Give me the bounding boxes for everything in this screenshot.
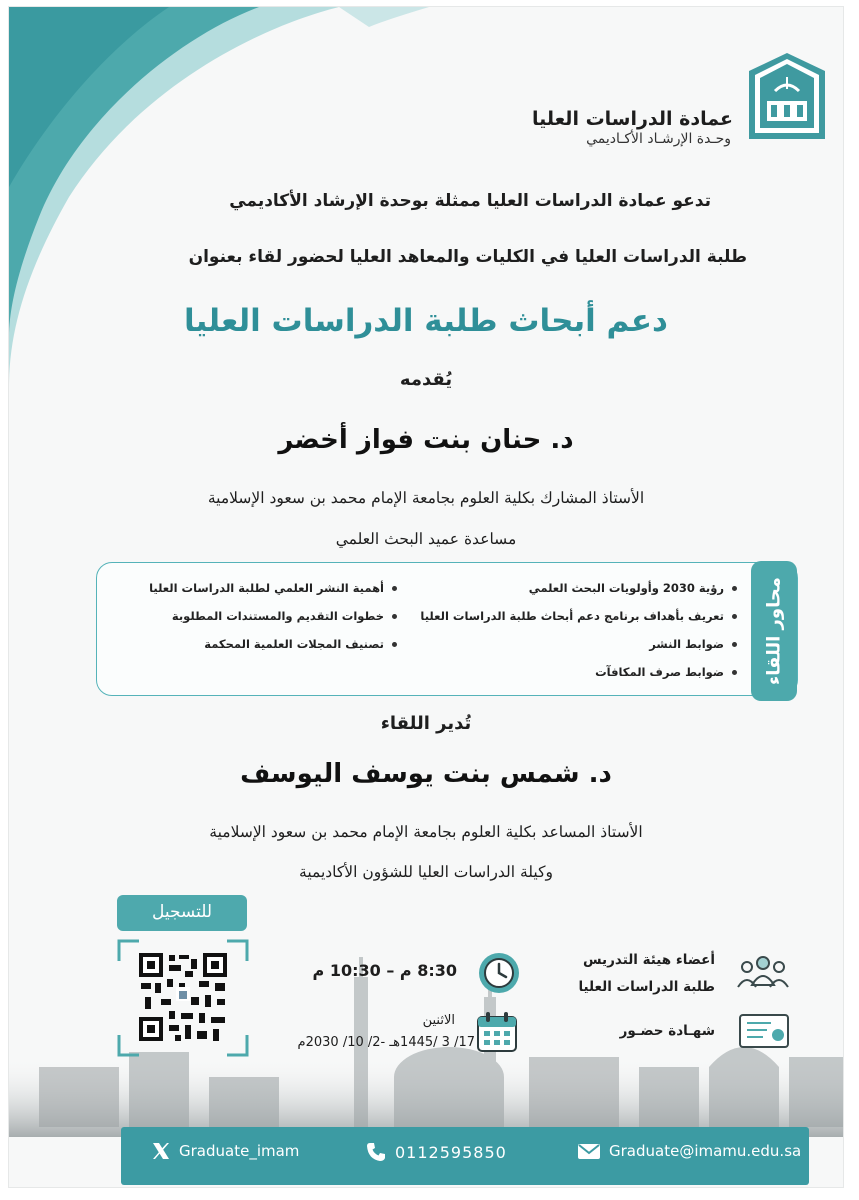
presenter-label: يُقدمه	[399, 369, 453, 390]
moderator-name: د. شمس بنت يوسف اليوسف	[240, 759, 612, 789]
axis-item: تصنيف المجلات العلمية المحكمة	[204, 637, 397, 651]
certificate-label: شهـادة حضـور	[619, 1023, 715, 1039]
x-contact[interactable]	[151, 1141, 299, 1161]
registration-qr-code[interactable]	[117, 939, 249, 1057]
x-logo-icon	[151, 1141, 171, 1161]
intro-line-2: طلبة الدراسات العليا في الكليات والمعاهد العليا لحضور لقاء بعنوان	[188, 247, 747, 267]
phone-icon	[365, 1141, 387, 1163]
event-time: 8:30 م – 10:30 م	[312, 961, 457, 980]
audience-line-2: طلبة الدراسات العليا	[578, 979, 715, 995]
moderator-role-2: وكيلة الدراسات العليا للشؤون الأكاديمية	[299, 863, 553, 881]
axis-item: ضوابط النشر	[649, 637, 737, 651]
poster-card	[8, 6, 844, 1188]
university-emblem-icon	[745, 51, 829, 143]
phone-contact[interactable]	[365, 1141, 507, 1163]
audience-line-1: أعضاء هيئة التدريس	[582, 952, 715, 968]
certificate-icon	[737, 1011, 791, 1051]
axis-item: أهمية النشر العلمي لطلبة الدراسات العليا	[149, 581, 397, 595]
event-date: 17/ 3 /1445هـ -2/ 10/ 2030م	[297, 1035, 475, 1050]
intro-line-1: تدعو عمادة الدراسات العليا ممثلة بوحدة الإرشاد الأكاديمي	[229, 191, 711, 211]
calendar-icon	[475, 1011, 519, 1053]
dean-logo-title: عمادة الدراسات العليا	[531, 108, 733, 130]
axis-item: تعريف بأهداف برنامج دعم أبحاث طلبة الدراسات العليا	[420, 609, 737, 623]
axis-item: رؤية 2030 وأولويات البحث العلمي	[529, 581, 737, 595]
axis-item: خطوات التقديم والمستندات المطلوبة	[172, 609, 397, 623]
clock-icon	[477, 951, 521, 995]
event-day: الاثنين	[422, 1013, 455, 1028]
presenter-role-2: مساعدة عميد البحث العلمي	[335, 530, 517, 548]
x-handle: Graduate_imam	[179, 1142, 300, 1160]
moderator-role-1: الأستاذ المساعد بكلية العلوم بجامعة الإمام محمد بن سعود الإسلامية	[209, 823, 643, 841]
presenter-role-1: الأستاذ المشارك بكلية العلوم بجامعة الإمام محمد بن سعود الإسلامية	[207, 489, 645, 507]
meeting-axes-tab	[751, 561, 797, 701]
presenter-name: د. حنان بنت فواز أخضر	[278, 425, 574, 455]
audience-icon	[735, 953, 791, 991]
dean-logo	[509, 51, 829, 151]
meeting-axes-label: محاور اللقاء	[763, 577, 785, 685]
registration-tab[interactable]	[117, 895, 247, 931]
meeting-axes-box	[96, 562, 798, 696]
phone-number: 0112595850	[395, 1142, 507, 1162]
contact-footer	[121, 1127, 809, 1185]
email-address: Graduate@imamu.edu.sa	[609, 1142, 802, 1160]
registration-label: للتسجيل	[151, 902, 213, 922]
event-title: دعم أبحاث طلبة الدراسات العليا	[184, 303, 668, 339]
moderator-label: تُدير اللقاء	[380, 713, 472, 734]
axis-item: ضوابط صرف المكافآت	[595, 665, 737, 679]
dean-logo-subtitle: وحـدة الإرشـاد الأكـاديمي	[586, 131, 731, 147]
email-contact[interactable]	[577, 1141, 801, 1161]
email-icon	[577, 1141, 601, 1161]
